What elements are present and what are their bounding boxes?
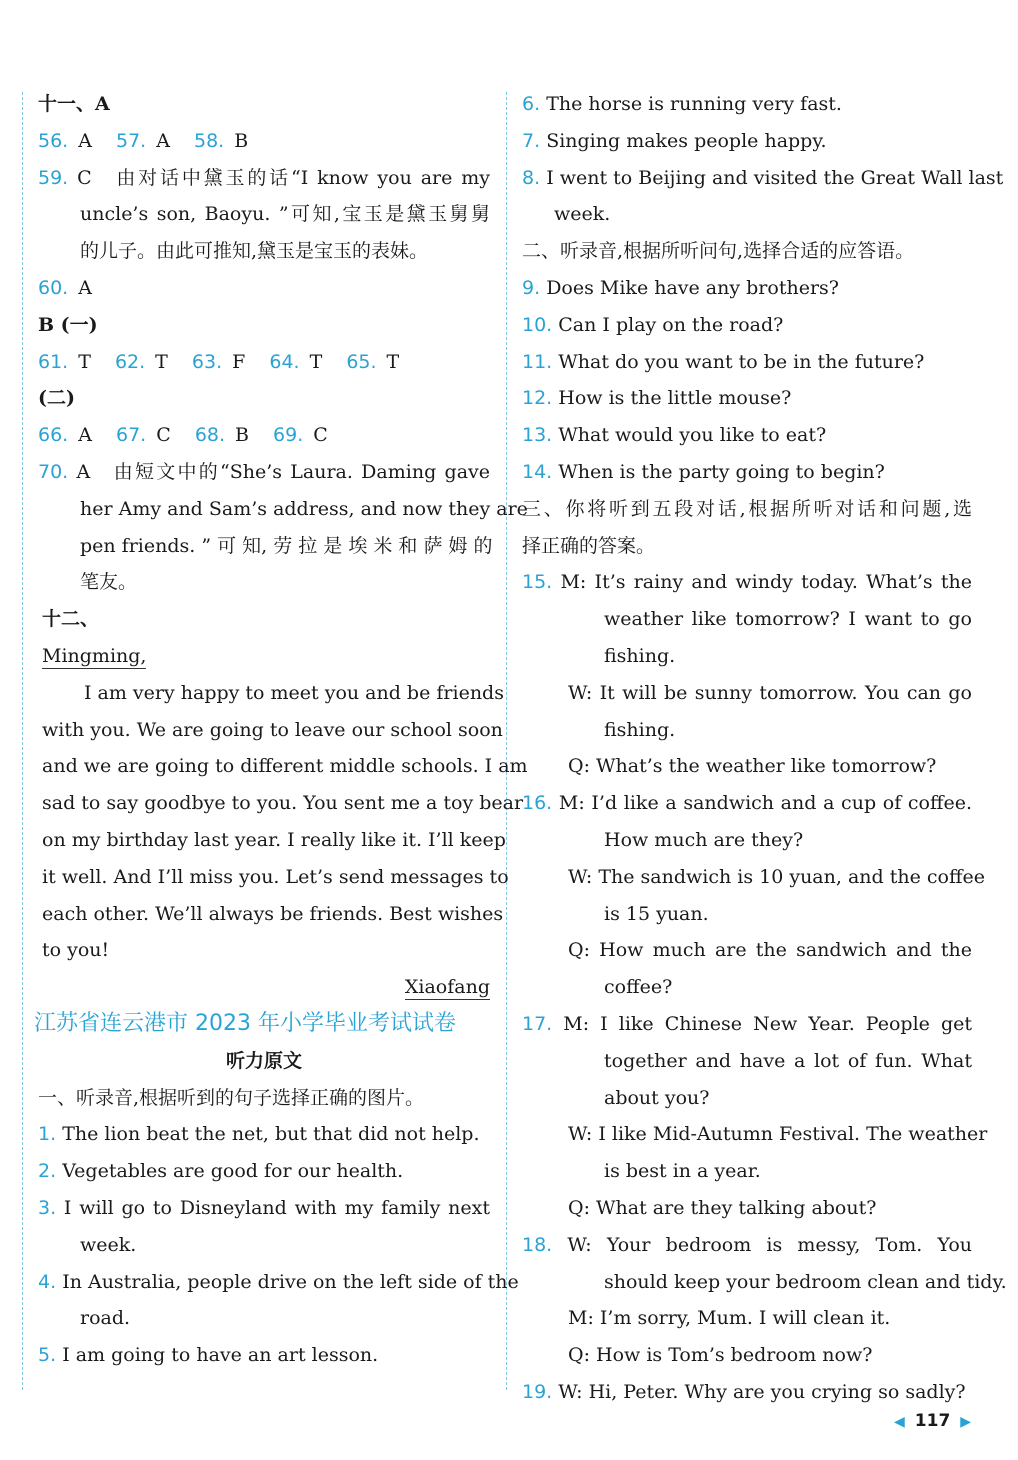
q-num: 5. xyxy=(38,1344,57,1367)
left-column xyxy=(34,86,528,1374)
letter-line: and we are going to different middle schools. I am xyxy=(42,755,528,778)
q-ans: C xyxy=(156,424,171,447)
item-text: I will go to Disneyland with my family next xyxy=(63,1196,490,1219)
item-text: What do you want to be in the future? xyxy=(558,350,925,373)
q59-line2: uncle’s son, Baoyu. ”可知,宝玉是黛玉舅舅 xyxy=(80,203,490,226)
q-num: 70. xyxy=(38,460,69,483)
q-num: 9. xyxy=(522,276,541,299)
q-num: 59. xyxy=(38,166,69,189)
item-13 xyxy=(522,417,972,454)
page-footer xyxy=(884,1406,981,1436)
q-num: 13. xyxy=(522,424,553,447)
letter-line: with you. We are going to leave our school soon xyxy=(42,718,503,741)
q-ans: T xyxy=(78,350,91,373)
section-12-heading: 十二、 xyxy=(42,608,100,631)
item-text: I went to Beijing and visited the Great Wall last xyxy=(546,166,1004,189)
q-ans: A xyxy=(156,129,170,152)
q59-line1 xyxy=(38,160,490,197)
q-num: 67. xyxy=(116,424,147,447)
part-b-heading: B (一) xyxy=(38,313,98,336)
section-3-heading-cont: 择正确的答案。 xyxy=(522,534,656,557)
section-1-heading: 一、听录音,根据听到的句子选择正确的图片。 xyxy=(38,1086,425,1109)
q-num: 10. xyxy=(522,313,553,336)
q16-w2: is 15 yuan. xyxy=(604,902,709,925)
q17-m3: about you? xyxy=(604,1086,710,1109)
q-num: 11. xyxy=(522,350,553,373)
item-3 xyxy=(38,1190,490,1227)
q-num: 57. xyxy=(116,129,147,152)
q-num: 19. xyxy=(522,1380,553,1403)
item-text: When is the party going to begin? xyxy=(558,460,885,483)
exam-title: 江苏省连云港市 2023 年小学毕业考试试卷 xyxy=(34,1010,456,1036)
item-6 xyxy=(522,86,972,123)
q18-w2: should keep your bedroom clean and tidy. xyxy=(604,1270,1007,1293)
q-num: 8. xyxy=(522,166,541,189)
dialog-text: W: Hi, Peter. Why are you crying so sadly? xyxy=(558,1380,966,1403)
q70-line4: 笔友。 xyxy=(80,571,138,594)
letter-greeting xyxy=(38,638,490,675)
letter-line: sad to say goodbye to you. You sent me a toy bear xyxy=(42,792,524,815)
item-4-cont: road. xyxy=(80,1307,131,1330)
item-9 xyxy=(522,270,972,307)
item-text: Can I play on the road? xyxy=(558,313,784,336)
q-num: 6. xyxy=(522,93,541,115)
section-11-heading: 十一、A xyxy=(38,93,110,115)
q18-m: M: I’m sorry, Mum. I will clean it. xyxy=(568,1307,891,1330)
item-4 xyxy=(38,1264,519,1301)
q-num: 12. xyxy=(522,387,553,410)
q17-m2: together and have a lot of fun. What xyxy=(604,1049,972,1072)
q70-line3: pen friends. ” 可 知, 劳 拉 是 埃 米 和 萨 姆 的 xyxy=(80,534,493,557)
item-10 xyxy=(522,307,972,344)
q-num: 58. xyxy=(194,129,225,152)
q-ans: F xyxy=(232,350,246,373)
q15-m2: weather like tomorrow? I want to go xyxy=(604,608,972,631)
letter-line: I am very happy to meet you and be friends xyxy=(84,681,504,704)
answers-66-69 xyxy=(38,417,490,454)
answer-60 xyxy=(38,270,490,307)
item-text: I am going to have an art lesson. xyxy=(62,1344,379,1367)
item-8-cont: week. xyxy=(554,203,611,226)
q-num: 1. xyxy=(38,1123,57,1146)
q-num: 56. xyxy=(38,129,69,152)
q17-q: Q: What are they talking about? xyxy=(568,1196,877,1219)
item-5 xyxy=(38,1337,490,1374)
prev-page-icon[interactable]: ◀ xyxy=(894,1414,905,1430)
q-num: 66. xyxy=(38,424,69,447)
q59-text: C 由对话中黛玉的话“I know you are my xyxy=(77,166,491,189)
letter-line: it well. And I’ll miss you. Let’s send messages to xyxy=(42,865,509,888)
right-column xyxy=(522,86,1007,1411)
section-2-heading: 二、听录音,根据所听问句,选择合适的应答语。 xyxy=(522,240,915,263)
q18-q: Q: How is Tom’s bedroom now? xyxy=(568,1344,873,1367)
q-ans: T xyxy=(309,350,323,373)
q-ans: T xyxy=(155,350,168,373)
q-num: 18. xyxy=(522,1233,553,1256)
item-text: The lion beat the net, but that did not help. xyxy=(62,1123,480,1146)
q-num: 69. xyxy=(273,424,304,447)
q59-line3: 的儿子。由此可推知,黛玉是宝玉的表妹。 xyxy=(80,240,429,263)
signature-text: Xiaofang xyxy=(404,976,490,999)
item-3-cont: week. xyxy=(80,1233,137,1256)
page-number: 117 xyxy=(914,1411,951,1431)
item-text: Does Mike have any brothers? xyxy=(546,276,839,299)
next-page-icon[interactable]: ▶ xyxy=(960,1414,972,1430)
q-ans: C xyxy=(313,424,328,447)
q-ans: A xyxy=(78,276,92,299)
q-num: 61. xyxy=(38,350,69,373)
section-3-heading: 三、你将听到五段对话,根据所听对话和问题,选 xyxy=(522,497,972,520)
q-num: 68. xyxy=(194,424,226,447)
q-num: 17. xyxy=(522,1012,553,1035)
part-2-heading: (二) xyxy=(38,387,75,410)
letter-signature xyxy=(38,969,490,1006)
q16-m1 xyxy=(522,785,972,822)
answers-61-65 xyxy=(38,344,490,381)
greeting-text: Mingming, xyxy=(42,644,147,667)
q-ans: B xyxy=(235,424,249,447)
q18-w1 xyxy=(522,1227,972,1264)
q-ans: A xyxy=(78,129,92,152)
item-text: In Australia, people drive on the left side of the xyxy=(62,1270,519,1293)
q16-q2: coffee? xyxy=(604,976,673,999)
item-2 xyxy=(38,1153,490,1190)
dialog-text: M: I like Chinese New Year. People get xyxy=(563,1012,972,1035)
item-text: What would you like to eat? xyxy=(558,424,827,447)
q70-line1 xyxy=(38,454,490,491)
q-num: 62. xyxy=(114,350,146,373)
q-num: 15. xyxy=(522,571,553,594)
q70-text: A 由短文中的“She’s Laura. Daming gave xyxy=(76,460,490,483)
item-text: The horse is running very fast. xyxy=(546,93,842,115)
dialog-text: W: Your bedroom is messy, Tom. You xyxy=(567,1233,972,1256)
q-ans: A xyxy=(78,424,92,447)
q-num: 63. xyxy=(191,350,223,373)
letter-line: each other. We’ll always be friends. Best wishes xyxy=(42,902,504,925)
q17-w1: W: I like Mid-Autumn Festival. The weather xyxy=(568,1123,988,1146)
item-12 xyxy=(522,380,972,417)
q16-m2: How much are they? xyxy=(604,828,804,851)
column-divider xyxy=(506,92,507,1390)
q-num: 2. xyxy=(38,1160,57,1183)
item-11 xyxy=(522,344,972,381)
q-ans: B xyxy=(234,129,249,152)
q-num: 60. xyxy=(38,276,69,299)
item-14 xyxy=(522,454,972,491)
q15-m3: fishing. xyxy=(604,644,676,667)
item-text: Vegetables are good for our health. xyxy=(62,1160,404,1183)
item-text: Singing makes people happy. xyxy=(546,129,827,152)
item-text: How is the little mouse? xyxy=(558,387,792,410)
item-7 xyxy=(522,123,972,160)
q-ans: T xyxy=(386,350,400,373)
q16-w1: W: The sandwich is 10 yuan, and the coffee xyxy=(568,865,985,888)
q15-q: Q: What’s the weather like tomorrow? xyxy=(568,755,937,778)
q-num: 65. xyxy=(346,350,377,373)
q-num: 14. xyxy=(522,460,553,483)
item-8 xyxy=(522,160,1004,197)
q15-w1: W: It will be sunny tomorrow. You can go xyxy=(568,681,972,704)
letter-line: on my birthday last year. I really like it. I’ll keep xyxy=(42,828,506,851)
answers-56-58 xyxy=(38,123,490,160)
q-num: 3. xyxy=(38,1196,57,1219)
dialog-text: M: It’s rainy and windy today. What’s the xyxy=(560,571,973,594)
item-1 xyxy=(38,1116,490,1153)
listening-subtitle: 听力原文 xyxy=(225,1049,302,1072)
q17-m1 xyxy=(522,1006,972,1043)
left-margin-line xyxy=(22,92,23,1390)
q-num: 7. xyxy=(522,129,541,152)
letter-line: to you! xyxy=(42,939,110,962)
q15-m1 xyxy=(522,564,972,601)
q16-q1: Q: How much are the sandwich and the xyxy=(568,939,972,962)
q-num: 64. xyxy=(269,350,300,373)
q15-w2: fishing. xyxy=(604,718,676,741)
q17-w2: is best in a year. xyxy=(604,1160,761,1183)
dialog-text: M: I’d like a sandwich and a cup of coffee. xyxy=(558,792,972,815)
q-num: 16. xyxy=(522,792,553,815)
q-num: 4. xyxy=(38,1270,57,1293)
q70-line2: her Amy and Sam’s address, and now they are xyxy=(80,497,528,520)
